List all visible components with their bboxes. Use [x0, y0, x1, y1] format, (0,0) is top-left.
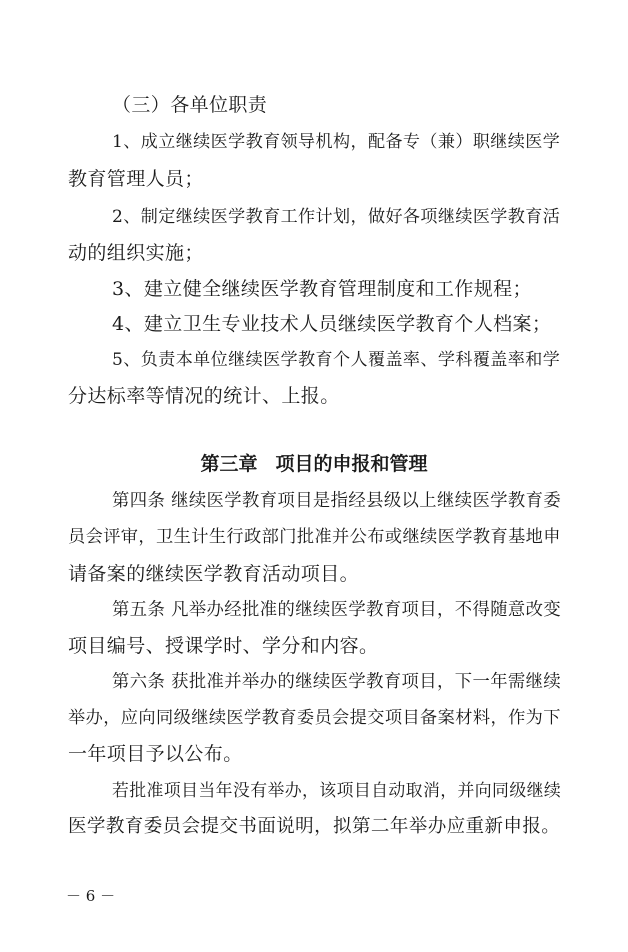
article-6-line-1: 第六条 获批准并举办的继续医学教育项目，下一年需继续 — [112, 672, 562, 692]
article-4-line-1: 第四条 继续医学教育项目是指经县级以上继续医学教育委 — [112, 491, 562, 511]
duty-item-3: 3、建立健全继续医学教育管理制度和工作规程； — [112, 278, 532, 300]
section-heading-duties: （三）各单位职责 — [112, 94, 268, 116]
cancel-paragraph-line-2: 医学教育委员会提交书面说明，拟第二年举办应重新申报。 — [68, 816, 561, 837]
page-number: － 6 － — [66, 887, 116, 905]
article-6-line-2: 举办，应向同级继续医学教育委员会提交项目备案材料，作为下 — [68, 708, 561, 728]
duty-item-5-line-2: 分达标率等情况的统计、上报。 — [68, 385, 340, 407]
article-5-line-1: 第五条 凡举办经批准的继续医学教育项目，不得随意改变 — [112, 600, 562, 620]
duty-item-4: 4、建立卫生专业技术人员继续医学教育个人档案； — [112, 313, 552, 335]
article-4-line-2: 员会评审，卫生计生行政部门批准并公布或继续医学教育基地申 — [68, 527, 561, 547]
duty-item-1-line-2: 教育管理人员； — [68, 168, 204, 190]
article-6-line-3: 一年项目予以公布。 — [68, 743, 243, 765]
duty-item-2-line-2: 动的组织实施； — [68, 242, 204, 264]
chapter-title: 项目的申报和管理 — [275, 453, 428, 475]
duty-item-2-line-1: 2、制定继续医学教育工作计划，做好各项继续医学教育活 — [112, 207, 561, 227]
article-4-line-3: 请备案的继续医学教育活动项目。 — [68, 563, 360, 585]
duty-item-5-line-1: 5、负责本单位继续医学教育个人覆盖率、学科覆盖率和学 — [112, 350, 561, 370]
chapter-heading — [0, 452, 628, 476]
chapter-number: 第三章 — [200, 453, 258, 475]
duty-item-1-line-1: 1、成立继续医学教育领导机构，配备专（兼）职继续医学 — [112, 132, 561, 152]
cancel-paragraph-line-1: 若批准项目当年没有举办，该项目自动取消，并向同级继续 — [112, 780, 562, 800]
article-5-line-2: 项目编号、授课学时、学分和内容。 — [68, 635, 379, 657]
